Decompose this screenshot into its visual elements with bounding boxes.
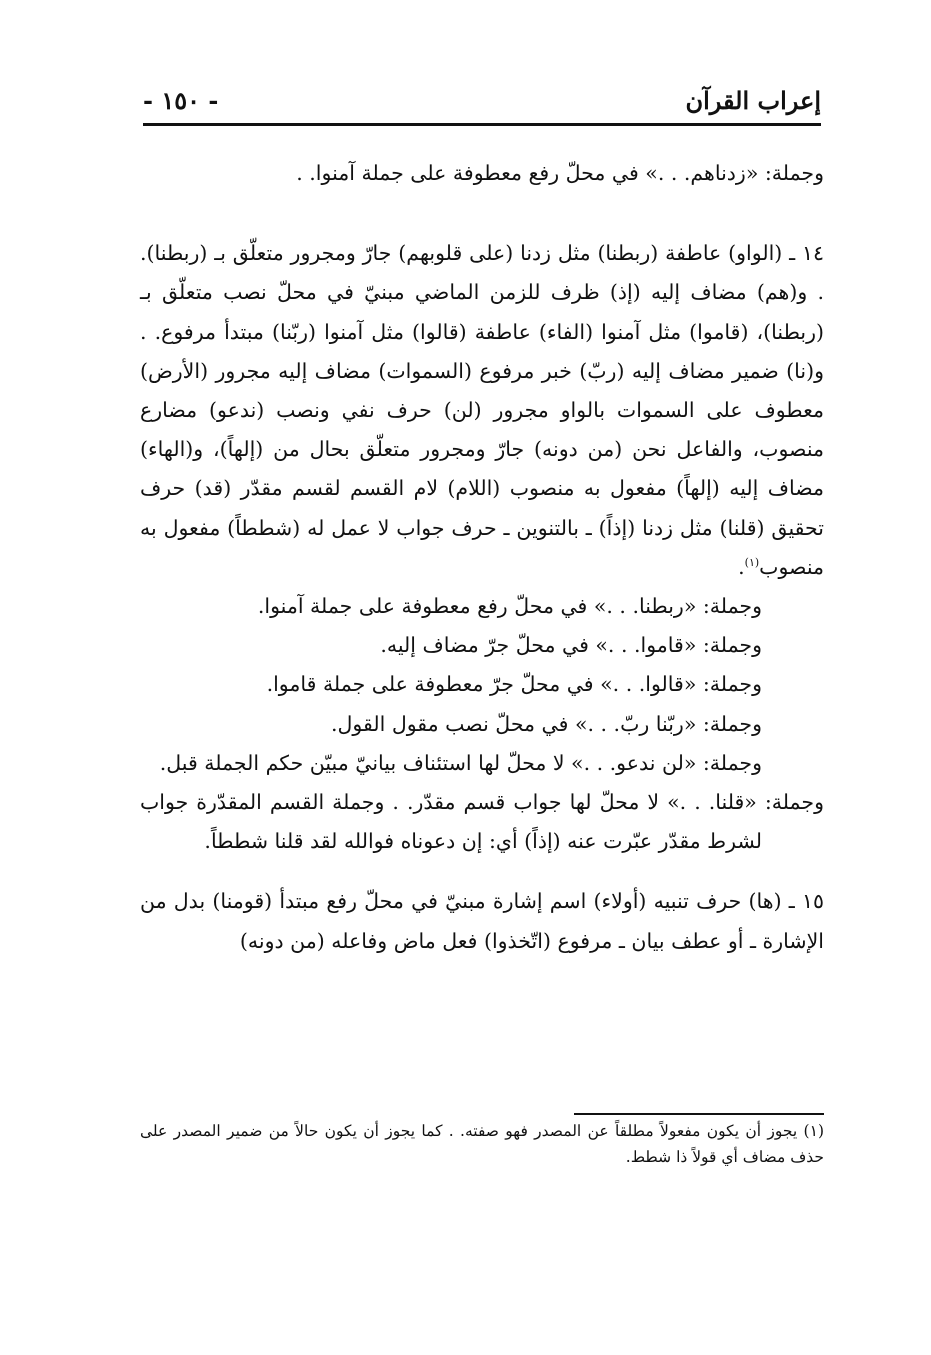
paragraph-intro: وجملة: «زدناهم. . .» في محلّ رفع معطوفة على جملة آمنوا. . [296,161,824,185]
paragraph-14-tail: . [738,554,745,579]
paragraph-14 [140,234,824,587]
footnote-1: (١) يجوز أن يكون مفعولاً مطلقاً عن المصدر فهو صفته. . كما يجوز أن يكون حالاً من ضمير المصدر على حذف مضاف أي قولاً ذا شطط. [140,1122,824,1166]
footnote-rule [574,1113,824,1115]
sentence-line: وجملة: «قلنا. . .» لا محلّ لها جواب قسم مقدّر. . وجملة القسم المقدّرة جواب لشرط مقدّر عبّرت عنه (إذاً) أي: إن دعوناه فوالله لقد قلنا شططاً. [140,790,824,854]
paragraph-14-text: ١٤ ـ (الواو) عاطفة (ربطنا) مثل زدنا (على قلوبهم) جارّ ومجرور متعلّق بـ (ربطنا). . و(هم) مضاف إليه (إذ) ظرف للزمن الماضي مبنيّ في محلّ نصب متعلّق بـ (ربطنا)، (قاموا) مثل آمنوا (الفاء) عاطفة (قالوا) مثل آمنوا (ربّنا) مبتدأ مرفوع. . و(نا) ضمير مضاف إليه (ربّ) خبر مرفوع (السموات) مضاف إليه مجرور (الأرض) معطوف على السموات بالواو مجرور (لن) حرف نفي ونصب (ندعو) مضارع منصوب، والفاعل نحن (من دونه) جارّ ومجرور متعلّق بحال من (إلهاً)، و(الهاء) مضاف إليه (إلهاً) مفعول به منصوب (اللام) لام القسم لقسم مقدّر (قد) حرف تحقيق (قلنا) مثل زدنا (إذاً) ـ بالتنوين ـ حرف جواب لا عمل له (شططاً) مفعول به منصوب [140,241,824,579]
header-rule [143,123,821,126]
sentence-line: وجملة: «ربطنا. . .» في محلّ رفع معطوفة على جملة آمنوا. [257,594,762,619]
paragraph-15: ١٥ ـ (ها) حرف تنبيه (أولاء) اسم إشارة مبنيّ في محلّ رفع مبتدأ (قومنا) بدل من الإشارة ـ أو عطف بيان ـ مرفوع (اتّخذوا) فعل ماض وفاعله (من دونه) [140,889,824,953]
footnotes [140,1118,824,1170]
sentence-line: وجملة: «لن ندعو. . .» لا محلّ لها استئناف بيانيّ مبيّن حكم الجملة قبل. [159,750,762,775]
sentence-line: وجملة: «ربّنا ربّ. . .» في محلّ نصب مقول القول. [330,711,762,736]
footnote-ref: (١) [744,556,760,569]
sentence-line: وجملة: «قاموا. . .» في محلّ جرّ مضاف إليه. [380,633,762,658]
page-number: - ١٥٠ - [143,85,219,115]
book-title: إعراب القرآن [685,85,821,115]
page-header [143,82,821,118]
main-text [140,154,824,961]
sentence-line: وجملة: «قالوا. . .» في محلّ جرّ معطوفة على جملة قاموا. [266,672,762,697]
